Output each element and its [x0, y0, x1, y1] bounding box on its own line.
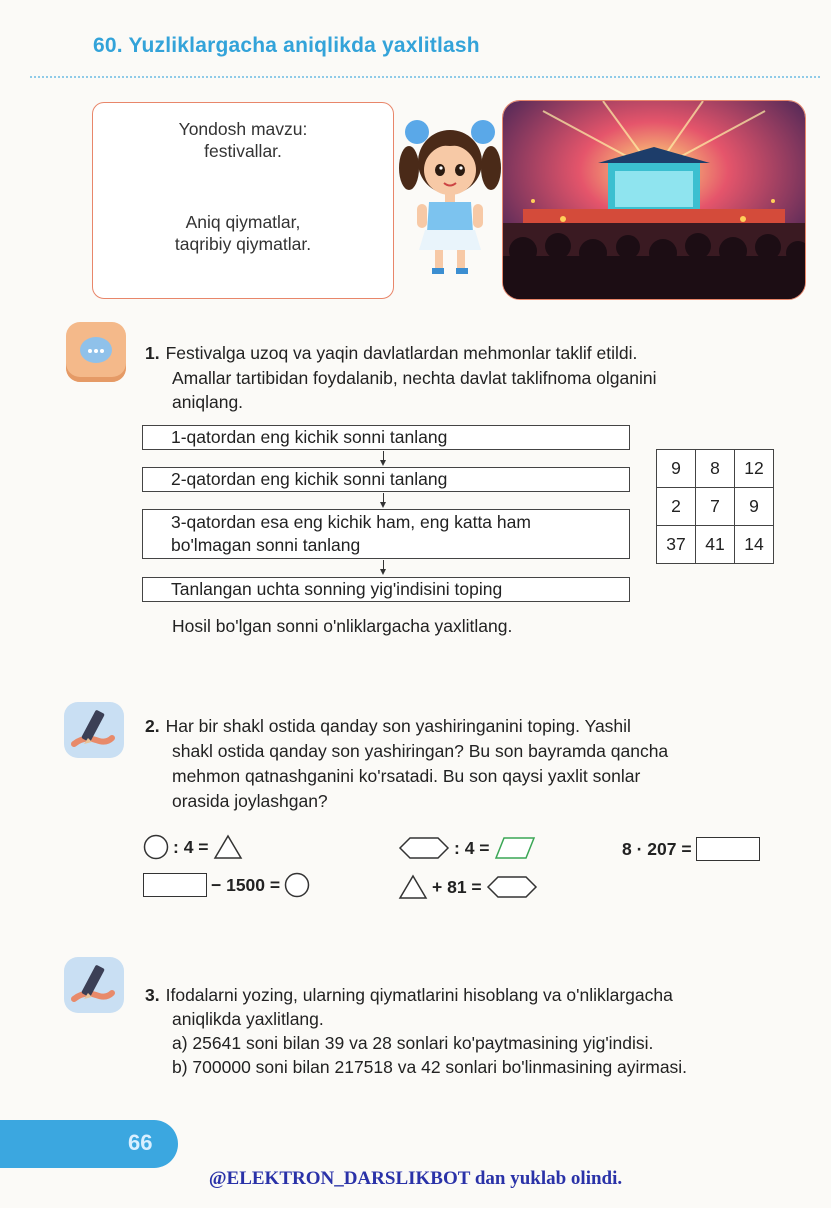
green-parallelogram-icon: [494, 836, 536, 860]
grid-cell: 2: [657, 488, 696, 526]
number-grid: [656, 449, 774, 564]
flow-step-1: 1-qatordan eng kichik sonni tanlang: [142, 425, 630, 450]
equation-text: : 4 =: [454, 837, 490, 858]
flow-step-3: [142, 509, 630, 559]
task1-number: 1.: [145, 343, 160, 363]
grid-cell: 41: [696, 526, 735, 564]
flow-step-3-line-1: 3-qatordan esa eng kichik ham, eng katta ham: [171, 512, 531, 532]
equation-text: 8 · 207 =: [622, 838, 692, 859]
task1-line-2: Amallar tartibidan foydalanib, nechta davlat taklifnoma olganini: [172, 368, 657, 388]
theme-topic: festivallar.: [204, 141, 282, 161]
rectangle-shape-icon: [696, 837, 760, 861]
flow-arrow: [383, 560, 384, 572]
equation-text: − 1500 =: [211, 874, 281, 895]
grid-cell: 12: [735, 450, 774, 488]
equation-8-times-207: [622, 837, 760, 861]
task3-text: [145, 983, 673, 1007]
flow-step-3-line-2: bo'lmagan sonni tanlang: [171, 535, 361, 555]
hexagon-shape-icon: [486, 875, 538, 899]
writing-pencil-icon: [62, 700, 126, 760]
task2-line-4: orasida joylashgan?: [172, 791, 328, 811]
task2-text: [145, 714, 631, 738]
festival-concert-image: [502, 100, 806, 300]
grid-cell: 7: [696, 488, 735, 526]
grid-cell: 37: [657, 526, 696, 564]
flow-arrow: [383, 451, 384, 463]
task1-line-1: Festivalga uzoq va yaqin davlatlardan mehmonlar taklif etildi.: [165, 343, 638, 363]
circle-shape-icon: [143, 834, 169, 860]
page-number: 66: [128, 1130, 153, 1155]
task3-number: 3.: [145, 985, 160, 1005]
girl-illustration: [395, 110, 505, 280]
task2-line-3: mehmon qatnashganini ko'rsatadi. Bu son qaysi yaxlit sonlar: [172, 766, 641, 786]
concept-line-2: taqribiy qiymatlar.: [174, 234, 312, 254]
grid-cell: 9: [657, 450, 696, 488]
triangle-shape-icon: [398, 874, 428, 900]
dotted-divider: [30, 76, 820, 78]
task2-line-2: shakl ostida qanday son yashiringan? Bu son bayramda qancha: [172, 741, 669, 761]
task3-item-b: b) 700000 soni bilan 217518 va 42 sonlari bo'linmasining ayirmasi.: [172, 1057, 688, 1077]
equation-text: + 81 =: [432, 876, 482, 897]
equation-triangle-plus-81: [398, 874, 538, 900]
task1-conclusion: Hosil bo'lgan sonni o'nliklargacha yaxlitlang.: [172, 616, 513, 636]
rectangle-shape-icon: [143, 873, 207, 897]
task2-number: 2.: [145, 716, 160, 736]
flow-step-4: Tanlangan uchta sonning yig'indisini toping: [142, 577, 630, 602]
task1-line-3: aniqlang.: [172, 392, 244, 412]
equation-rect-minus-1500: [143, 872, 310, 898]
equation-text: : 4 =: [173, 836, 209, 857]
equation-hexagon-div-4: [398, 836, 536, 860]
task3-item-a: a) 25641 soni bilan 39 va 28 sonlari ko'paytmasining yig'indisi.: [172, 1033, 654, 1053]
equation-circle-div-4: [143, 834, 243, 860]
grid-cell: 8: [696, 450, 735, 488]
writing-pencil-icon: [62, 955, 126, 1015]
grid-cell: 9: [735, 488, 774, 526]
task3-line-2: aniqlikda yaxlitlang.: [172, 1009, 324, 1029]
flow-step-2: 2-qatordan eng kichik sonni tanlang: [142, 467, 630, 492]
grid-cell: 14: [735, 526, 774, 564]
task1-text: [145, 341, 637, 365]
concept-line-1: Aniq qiymatlar,: [185, 212, 301, 232]
footer-watermark: @ELEKTRON_DARSLIKBOT dan yuklab olindi.: [208, 1168, 623, 1189]
flow-arrow: [383, 493, 384, 505]
task3-line-1: Ifodalarni yozing, ularning qiymatlarini hisoblang va o'nliklargacha: [165, 985, 673, 1005]
triangle-shape-icon: [213, 834, 243, 860]
related-topic-box: [92, 102, 394, 299]
hexagon-shape-icon: [398, 836, 450, 860]
discussion-icon: [66, 322, 126, 382]
theme-label: Yondosh mavzu:: [178, 119, 308, 139]
task2-line-1: Har bir shakl ostida qanday son yashiringanini toping. Yashil: [165, 716, 631, 736]
circle-shape-icon: [284, 872, 310, 898]
page-title: 60. Yuzliklargacha aniqlikda yaxlitlash: [93, 34, 480, 57]
